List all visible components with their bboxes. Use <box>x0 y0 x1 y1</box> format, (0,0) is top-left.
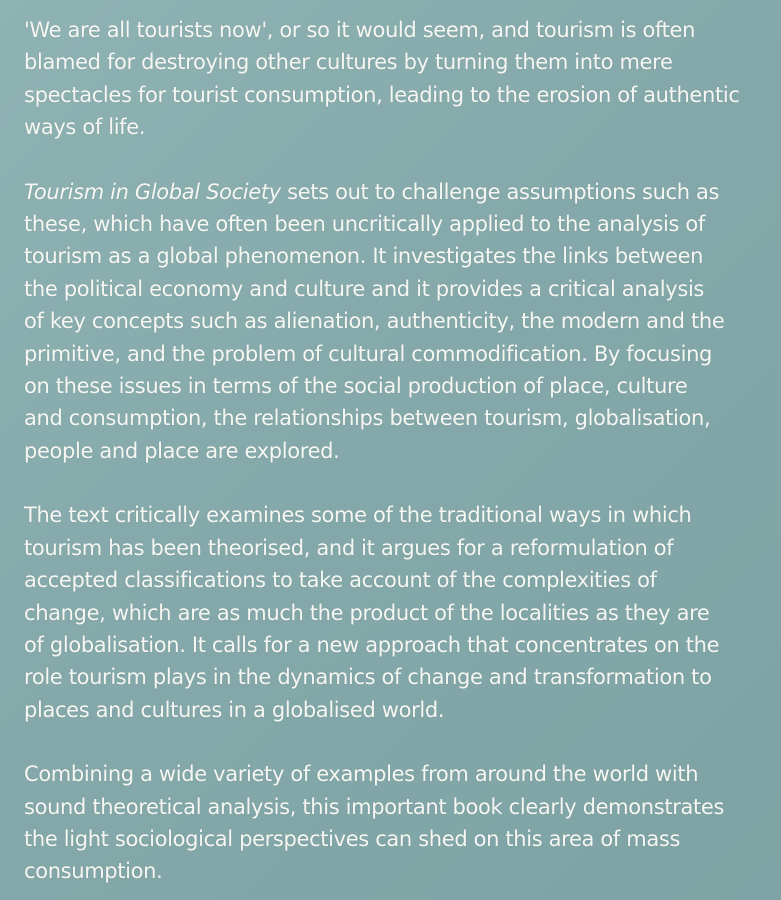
text-line: consumption. <box>24 859 163 884</box>
text-line: of key concepts such as alienation, authenticity, the modern and the <box>24 309 725 334</box>
text-line: sound theoretical analysis, this important book clearly demonstrates <box>24 794 725 819</box>
text-line: Combining a wide variety of examples from around the world with <box>24 762 699 787</box>
text-line: primitive, and the problem of cultural commodification. By focusing <box>24 341 713 366</box>
paragraph-2 <box>24 176 759 468</box>
text-line: ways of life. <box>24 115 146 140</box>
text-line: on these issues in terms of the social production of place, culture <box>24 374 688 399</box>
text-line: tourism as a global phenomenon. It investigates the links between <box>24 244 704 269</box>
text-line: role tourism plays in the dynamics of change and transformation to <box>24 665 712 690</box>
book-title: Tourism in Global Society <box>24 179 281 204</box>
text-line <box>24 176 759 208</box>
paragraph-3 <box>24 499 759 726</box>
text-line: blamed for destroying other cultures by turning them into mere <box>24 50 673 75</box>
text-line: and consumption, the relationships between tourism, globalisation, <box>24 406 711 431</box>
text-fragment: sets out to challenge assumptions such as <box>280 179 720 204</box>
text-line: of globalisation. It calls for a new approach that concentrates on the <box>24 632 720 657</box>
text-line: change, which are as much the product of the localities as they are <box>24 600 710 625</box>
text-line: the light sociological perspectives can shed on this area of mass <box>24 826 681 851</box>
text-line: 'We are all tourists now', or so it would seem, and tourism is often <box>24 18 696 42</box>
text-line: spectacles for tourist consumption, leading to the erosion of authentic <box>24 82 740 107</box>
paragraph-4 <box>24 758 759 888</box>
text-line: the political economy and culture and it provides a critical analysis <box>24 276 705 301</box>
text-line: people and place are explored. <box>24 438 340 463</box>
paragraph-1 <box>24 14 759 144</box>
text-line: places and cultures in a globalised world. <box>24 697 445 722</box>
text-line: The text critically examines some of the traditional ways in which <box>24 503 692 528</box>
text-line: these, which have often been uncritically applied to the analysis of <box>24 212 705 237</box>
text-line: accepted classifications to take account of the complexities of <box>24 568 657 593</box>
text-line: tourism has been theorised, and it argues for a reformulation of <box>24 535 674 560</box>
